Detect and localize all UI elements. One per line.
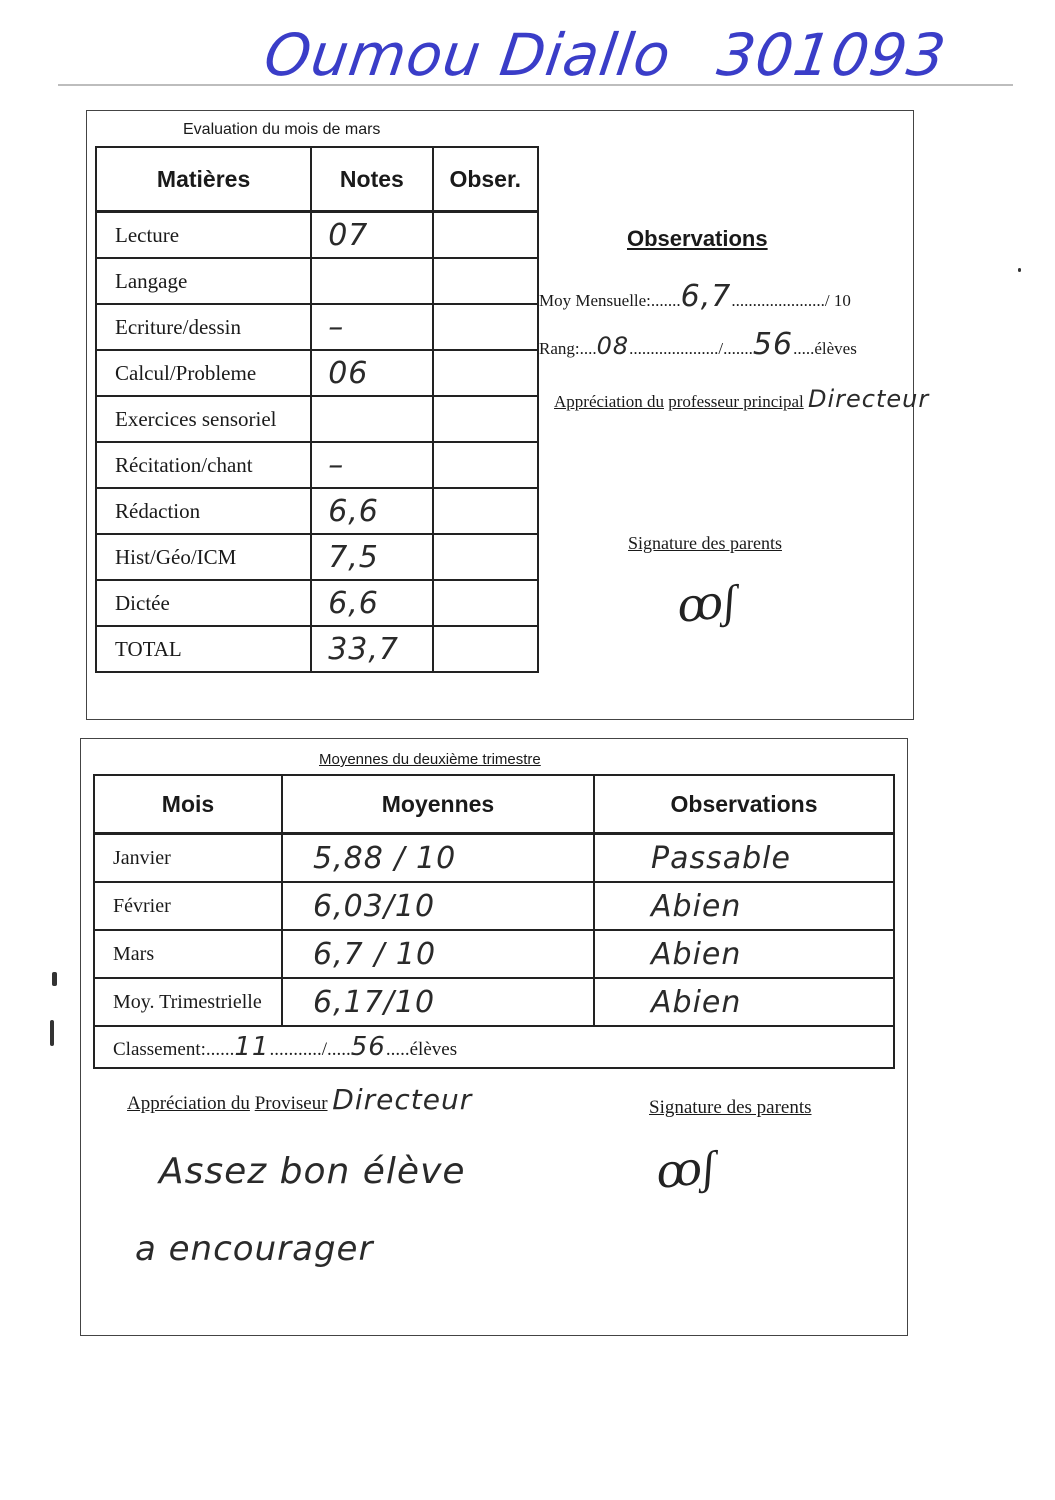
classement-row	[94, 1026, 894, 1068]
observations-heading: Observations	[627, 226, 768, 251]
appreciation-handwritten-title: Directeur	[332, 1083, 473, 1116]
col-header-observations: Observations	[594, 775, 894, 834]
month-observation: Passable	[594, 834, 894, 883]
monthly-average-value: 6,7	[680, 279, 732, 314]
table-row	[96, 488, 538, 534]
subject-note: 7,5	[311, 534, 432, 580]
table-row	[96, 534, 538, 580]
table-row	[96, 258, 538, 304]
subjects-table	[95, 146, 539, 673]
subject-note: 07	[311, 212, 432, 259]
subject-obs	[433, 488, 538, 534]
trimester-averages-section	[80, 738, 908, 1336]
subject-obs	[433, 442, 538, 488]
appreciation-prefix: Appréciation du	[127, 1093, 250, 1114]
scan-speck	[1018, 268, 1021, 272]
trimester-header-row	[94, 775, 894, 834]
subject-obs	[433, 304, 538, 350]
rank-line: Rang:....08...................../.......56.....élèves	[539, 327, 857, 362]
rank-label: Rang:	[539, 339, 580, 358]
subject-note	[311, 258, 432, 304]
month-observation: Abien	[594, 978, 894, 1026]
month-average: 6,17/10	[282, 978, 594, 1026]
teacher-comment-line1: Assez bon élève	[159, 1151, 466, 1192]
subject-label: Calcul/Probleme	[96, 350, 311, 396]
col-header-mois: Mois	[94, 775, 282, 834]
trimester-title: Moyennes du deuxième trimestre	[319, 751, 541, 768]
subject-note: 33,7	[311, 626, 432, 672]
subject-obs	[433, 534, 538, 580]
monthly-average-suffix: / 10	[824, 291, 851, 310]
appreciation-struck-title: professeur principal	[668, 392, 804, 411]
subject-obs	[433, 258, 538, 304]
subject-label: Lecture	[96, 212, 311, 259]
month-label: Février	[94, 882, 282, 930]
parents-signature-mark: ꝏʃ	[653, 1141, 718, 1198]
subject-obs	[433, 580, 538, 626]
monthly-average-label: Moy Mensuelle:	[539, 291, 651, 310]
subject-label: Rédaction	[96, 488, 311, 534]
parents-signature-label: Signature des parents	[649, 1097, 812, 1118]
scan-speck	[50, 1020, 54, 1046]
month-observation: Abien	[594, 930, 894, 978]
subject-note	[311, 396, 432, 442]
teacher-comment-line2: a encourager	[135, 1229, 374, 1269]
subject-note: 06	[311, 350, 432, 396]
col-header-obser: Obser.	[433, 147, 538, 212]
scan-speck	[52, 972, 57, 986]
student-code: 301093	[713, 21, 951, 89]
table-row	[94, 930, 894, 978]
rank-suffix: élèves	[814, 339, 857, 358]
table-row	[96, 304, 538, 350]
subject-label: Hist/Géo/ICM	[96, 534, 311, 580]
subject-obs	[433, 212, 538, 259]
table-row	[96, 580, 538, 626]
subject-label: Exercices sensoriel	[96, 396, 311, 442]
month-observation: Abien	[594, 882, 894, 930]
col-header-matieres: Matières	[96, 147, 311, 212]
table-row	[96, 442, 538, 488]
subjects-header-row	[96, 147, 538, 212]
subject-note: 6,6	[311, 580, 432, 626]
classement-total: 56	[350, 1032, 386, 1062]
table-row	[94, 978, 894, 1026]
col-header-notes: Notes	[311, 147, 432, 212]
col-header-moyennes: Moyennes	[282, 775, 594, 834]
parents-signature-label: Signature des parents	[628, 533, 782, 553]
table-row	[94, 882, 894, 930]
month-label: Moy. Trimestrielle	[94, 978, 282, 1026]
subject-label: Langage	[96, 258, 311, 304]
month-label: Mars	[94, 930, 282, 978]
subject-label: Ecriture/dessin	[96, 304, 311, 350]
trimester-table	[93, 774, 895, 1069]
subject-note: 6,6	[311, 488, 432, 534]
principal-appreciation-line	[127, 1083, 472, 1116]
monthly-average-line: Moy Mensuelle:.......6,7....................../ 10	[539, 279, 851, 314]
subject-obs	[433, 626, 538, 672]
teacher-appreciation-line	[554, 385, 929, 413]
subject-note: –	[311, 442, 432, 488]
student-name: Oumou Diallo	[260, 21, 676, 89]
subject-label: Récitation/chant	[96, 442, 311, 488]
table-row	[96, 350, 538, 396]
table-row	[96, 212, 538, 259]
rank-total: 56	[752, 327, 794, 362]
month-average: 6,7 / 10	[282, 930, 594, 978]
month-label: Janvier	[94, 834, 282, 883]
classement-rank: 11	[234, 1032, 270, 1062]
appreciation-prefix: Appréciation du	[554, 392, 664, 411]
appreciation-struck-title: Proviseur	[254, 1093, 328, 1114]
subject-obs	[433, 350, 538, 396]
parents-signature-mark: ꝏʃ	[674, 575, 739, 632]
table-row-total	[96, 626, 538, 672]
appreciation-handwritten-title: Directeur	[807, 385, 930, 413]
monthly-evaluation-section	[86, 110, 930, 720]
rank-value: 08	[596, 332, 630, 360]
subject-obs	[433, 396, 538, 442]
classement-label: Classement:	[113, 1039, 206, 1060]
month-average: 6,03/10	[282, 882, 594, 930]
table-row	[96, 396, 538, 442]
classement-suffix: élèves	[409, 1039, 458, 1060]
table-row	[94, 834, 894, 883]
subject-note: –	[311, 304, 432, 350]
classement-cell: Classement:......11.........../.....56.....élèves	[94, 1026, 894, 1068]
subject-label: Dictée	[96, 580, 311, 626]
evaluation-title: Evaluation du mois de mars	[183, 121, 381, 138]
subject-label: TOTAL	[96, 626, 311, 672]
month-average: 5,88 / 10	[282, 834, 594, 883]
